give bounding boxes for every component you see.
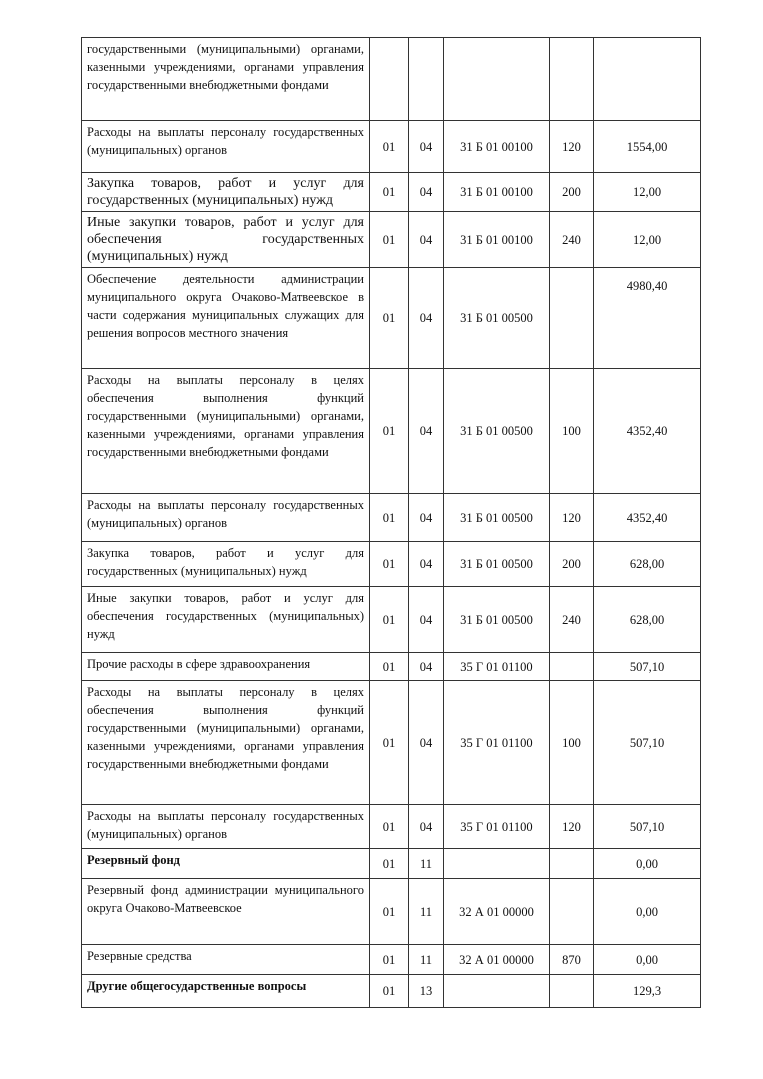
row-section: 01	[370, 268, 409, 369]
row-section: 01	[370, 121, 409, 173]
row-subsection: 04	[409, 268, 444, 369]
row-amount: 0,00	[594, 945, 701, 975]
table-row	[82, 542, 701, 587]
row-name: Прочие расходы в сфере здравоохранения	[82, 653, 370, 681]
row-expense-type	[550, 268, 594, 369]
row-section: 01	[370, 212, 409, 268]
row-expense-type: 240	[550, 212, 594, 268]
row-section: 01	[370, 975, 409, 1008]
row-subsection: 04	[409, 173, 444, 212]
row-section: 01	[370, 173, 409, 212]
row-target-article: 31 Б 01 00500	[444, 369, 550, 494]
row-amount: 628,00	[594, 542, 701, 587]
row-subsection: 04	[409, 369, 444, 494]
row-section: 01	[370, 681, 409, 805]
row-target-article: 31 Б 01 00500	[444, 494, 550, 542]
table-row	[82, 173, 701, 212]
row-expense-type	[550, 879, 594, 945]
table-row	[82, 849, 701, 879]
table-row	[82, 212, 701, 268]
row-name: Другие общегосударственные вопросы	[82, 975, 370, 1008]
row-expense-type: 120	[550, 121, 594, 173]
row-amount: 4980,40	[594, 268, 701, 369]
row-expense-type: 200	[550, 542, 594, 587]
row-expense-type: 120	[550, 494, 594, 542]
row-expense-type: 870	[550, 945, 594, 975]
row-section: 01	[370, 369, 409, 494]
row-subsection: 04	[409, 121, 444, 173]
row-expense-type: 240	[550, 587, 594, 653]
row-expense-type: 100	[550, 681, 594, 805]
row-section: 01	[370, 849, 409, 879]
table-row	[82, 805, 701, 849]
row-subsection: 04	[409, 653, 444, 681]
row-section: 01	[370, 879, 409, 945]
row-target-article: 31 Б 01 00500	[444, 587, 550, 653]
row-amount: 12,00	[594, 212, 701, 268]
row-amount: 1554,00	[594, 121, 701, 173]
row-amount: 0,00	[594, 879, 701, 945]
row-name: Закупка товаров, работ и услуг для государственных (муниципальных) нужд	[82, 542, 370, 587]
row-amount: 12,00	[594, 173, 701, 212]
row-name: государственными (муниципальными) органами, казенными учреждениями, органами управления государственными внебюджетными фондами	[82, 38, 370, 121]
row-target-article: 31 Б 01 00100	[444, 212, 550, 268]
row-subsection	[409, 38, 444, 121]
row-target-article: 35 Г 01 01100	[444, 681, 550, 805]
row-target-article	[444, 975, 550, 1008]
row-name: Расходы на выплаты персоналу в целях обеспечения выполнения функций государственными (муниципальными) органами, казенными учреждениями, органами управления государственными внебюджетными фондами	[82, 681, 370, 805]
row-amount: 628,00	[594, 587, 701, 653]
row-subsection: 11	[409, 879, 444, 945]
row-section: 01	[370, 542, 409, 587]
row-subsection: 04	[409, 494, 444, 542]
row-name: Обеспечение деятельности администрации муниципального округа Очаково-Матвеевское в части содержания муниципальных служащих для решения вопросов местного значения	[82, 268, 370, 369]
row-amount: 507,10	[594, 805, 701, 849]
row-amount	[594, 38, 701, 121]
budget-table	[81, 37, 701, 1008]
table-row	[82, 587, 701, 653]
row-subsection: 04	[409, 587, 444, 653]
row-target-article: 32 А 01 00000	[444, 945, 550, 975]
row-expense-type: 200	[550, 173, 594, 212]
table-row	[82, 975, 701, 1008]
table-row	[82, 879, 701, 945]
row-name: Резервный фонд	[82, 849, 370, 879]
table-row	[82, 268, 701, 369]
row-name: Расходы на выплаты персоналу в целях обеспечения выполнения функций государственными (муниципальными) органами, казенными учреждениями, органами управления государственными внебюджетными фондами	[82, 369, 370, 494]
row-target-article	[444, 38, 550, 121]
row-name: Иные закупки товаров, работ и услуг для обеспечения государственных (муниципальных) нужд	[82, 587, 370, 653]
document-page	[81, 37, 701, 1008]
row-amount: 507,10	[594, 681, 701, 805]
row-name: Расходы на выплаты персоналу государственных (муниципальных) органов	[82, 121, 370, 173]
row-target-article: 31 Б 01 00100	[444, 121, 550, 173]
row-name: Расходы на выплаты персоналу государственных (муниципальных) органов	[82, 805, 370, 849]
row-section: 01	[370, 653, 409, 681]
row-subsection: 11	[409, 945, 444, 975]
row-target-article: 35 Г 01 01100	[444, 653, 550, 681]
row-amount: 4352,40	[594, 494, 701, 542]
row-section: 01	[370, 587, 409, 653]
row-target-article: 32 А 01 00000	[444, 879, 550, 945]
row-expense-type	[550, 653, 594, 681]
row-subsection: 13	[409, 975, 444, 1008]
row-name: Расходы на выплаты персоналу государственных (муниципальных) органов	[82, 494, 370, 542]
row-subsection: 04	[409, 681, 444, 805]
row-amount: 4352,40	[594, 369, 701, 494]
row-section: 01	[370, 945, 409, 975]
table-row	[82, 369, 701, 494]
row-target-article: 35 Г 01 01100	[444, 805, 550, 849]
row-amount: 0,00	[594, 849, 701, 879]
row-name: Резервный фонд администрации муниципального округа Очаково-Матвеевское	[82, 879, 370, 945]
row-section	[370, 38, 409, 121]
row-name: Резервные средства	[82, 945, 370, 975]
row-subsection: 04	[409, 542, 444, 587]
row-name: Иные закупки товаров, работ и услуг для обеспечения государственных (муниципальных) нужд	[82, 212, 370, 268]
table-row	[82, 38, 701, 121]
row-name: Закупка товаров, работ и услуг для государственных (муниципальных) нужд	[82, 173, 370, 212]
table-row	[82, 681, 701, 805]
row-subsection: 04	[409, 212, 444, 268]
row-subsection: 04	[409, 805, 444, 849]
row-section: 01	[370, 494, 409, 542]
row-expense-type	[550, 975, 594, 1008]
table-row	[82, 121, 701, 173]
table-row	[82, 945, 701, 975]
table-row	[82, 494, 701, 542]
row-expense-type: 120	[550, 805, 594, 849]
row-amount: 507,10	[594, 653, 701, 681]
row-target-article: 31 Б 01 00100	[444, 173, 550, 212]
row-expense-type	[550, 849, 594, 879]
row-amount: 129,3	[594, 975, 701, 1008]
row-target-article	[444, 849, 550, 879]
row-section: 01	[370, 805, 409, 849]
row-subsection: 11	[409, 849, 444, 879]
row-expense-type: 100	[550, 369, 594, 494]
row-target-article: 31 Б 01 00500	[444, 268, 550, 369]
row-target-article: 31 Б 01 00500	[444, 542, 550, 587]
table-row	[82, 653, 701, 681]
row-expense-type	[550, 38, 594, 121]
